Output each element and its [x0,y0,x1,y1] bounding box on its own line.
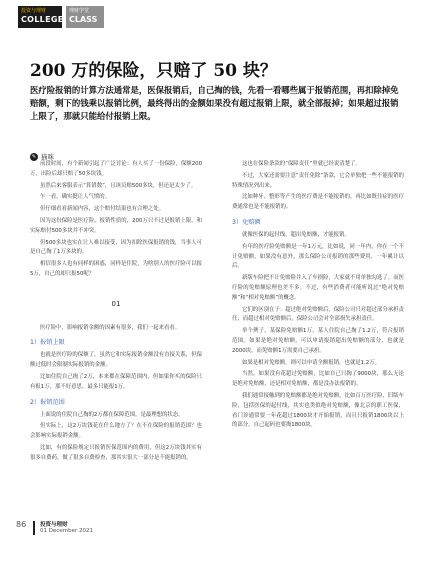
paragraph: 医疗险中，影响报销金额的因素有很多，我们一起来看看。 [40,324,181,331]
article-title: 200 万的保险，只赔了 50 块？ [30,61,277,81]
paragraph: 乍一看，确实挺让人气愤的。 [40,194,111,201]
page-number: 86 [16,520,27,529]
section-subtitle: 理财学堂 [69,8,90,14]
article-lede: 医疗险报销的计算方法通常是，医保报销后，自己掏的钱，先看一看哪些属于报销范围，再扣除掉免赔额，剩下的钱乘以报销比例，最终得出的金额如果没有超过报销上限，就全部报掉；如果超过报销上限了，那就只能给付报销上限。 [30,85,399,121]
author-name: 猫咪 [41,153,54,161]
section-title: CLASS [69,15,98,24]
class-section-tag [66,6,104,28]
footer-date: 01 December 2021 [40,528,94,534]
paragraph: 不过，大家还需要注意“责任免除”条款，它会单独把一些不能报销的特殊情况列出来。 [232,172,404,189]
paragraph: 比如种牙、整形等产生的医疗费是不能报销的，再比如既往症的医疗费通常也是不能报销的。 [232,194,404,211]
paragraph: 但500多块也实在让人难以接受，因为扣除医保报销的钱，当事人可是自己掏了1万多块的。 [30,239,202,256]
paragraph: 但仔细看看新闻内容，这个赔付结果也有合理之处。 [40,206,164,213]
footer-magazine-name: 投资与理财 [40,522,68,528]
section-heading: 2）报销范围 [30,398,65,406]
paragraph: 也就是医疗险的保额了，虽然它和实际报销金额没有直接关系，但保额过低时会限制实际报销的金额。 [30,352,202,369]
footer-divider [33,521,35,535]
paragraph: 举个例子，某保险免赔额1万，某人住院自己掏了1.2万，符合报销范围。如果是绝对免赔额，可以申请报销超出免赔额的部分，也就是2000块，而免赔额1万需要自己承担。 [232,328,404,354]
section-heading: 3）免赔额 [232,218,261,226]
paragraph: 比如住院自己掏了2万，本来都在保障范围内，但如果你买的保险只有报1万，那不好意思，最多只能报1万。 [30,373,202,390]
paragraph: 因为这份保险是医疗险，报销性质的，200万只不过是报销上限，和实际赔付500多块并不冲突。 [30,217,202,234]
page-footer [16,520,411,550]
college-logo [18,6,62,28]
paragraph: 虽然后来客服表示“算错数”，且该员赔500多块，但还是太少了。 [40,182,197,189]
paragraph: 我们通常接触到的免赔额都是绝对免赔额，比如百万医疗险，旧版车险，包括医保的起付线，其实也类似绝对免赔额，像北京的职工医保，看门诊通常要一年花超过1800块才开始报销，而且只报销1800块以上的部分，自己起码也要掏1800块。 [232,392,404,429]
paragraph: 新版车险把不计免赔险并入了车损险，大家就不用单独勾选了。而医疗险的免赔额原理也差不多。不过，有些消费者可能听说过“绝对免赔额”和“相对免赔额”的概念。 [232,275,404,301]
paragraph: 这也在保险条款的“保障责任”里就已经说清楚了。 [242,161,361,167]
paragraph: 就像医保的起付线，超出免赔额，才能报销。 [242,231,350,238]
right-column [232,160,404,433]
logo-subtitle: 投资与理财 [21,8,47,14]
paragraph: 如果是相对免赔额，则可以申请全额报销，也就是1.2万。 [242,359,380,366]
magazine-header [0,0,427,30]
paragraph: 前段时间，有个新闻引起了广泛讨论：有人买了一份保险，保额200万，出险后却只赔了50多块钱。 [30,161,202,177]
section-number: 01 [111,299,121,308]
paragraph: 相信很多人也有同样的困惑，同样是住院，为啥别人的医疗险可以报5万，自己的却只报50呢？ [30,261,202,277]
section-heading: 1）报销上限 [30,339,65,347]
paragraph: 它们的区别在于：超过绝对免赔额后，保险公司只对超过部分承担责任；而超过相对免赔额后，保险公司会对全部损失承担责任。 [232,306,404,323]
logo-title: COLLEGE [21,15,64,24]
paragraph: 比如，有的保险规定只报销医保范围内的费用，但这2万块钱其实有很多自费药，做了很多自费检查，那其实很大一部分是不能报销的。 [30,444,202,461]
paragraph: 但实际上，这2万块钱花在什么地方了？在不在保险的报销范围？也会影响实际报销金额。 [30,423,202,440]
paragraph: 上面说的住院自己掏的2万都在保障范围，是最理想的状态。 [40,411,184,418]
paragraph: 有年的医疗险免赔额是一年1万元，比如说，同一年内，你在一个不计免赔额，如果没有意外，那么保险公司报销的那些费用，一年累计以后。 [232,243,404,270]
pencil-icon: ✎ [31,153,37,160]
left-column [30,160,202,466]
paragraph: 当然，如果没有花超过免赔额，比如自己只掏了9000块，那么无论是绝对免赔额，还是相对免赔额，都是没办法报销的。 [232,371,404,388]
